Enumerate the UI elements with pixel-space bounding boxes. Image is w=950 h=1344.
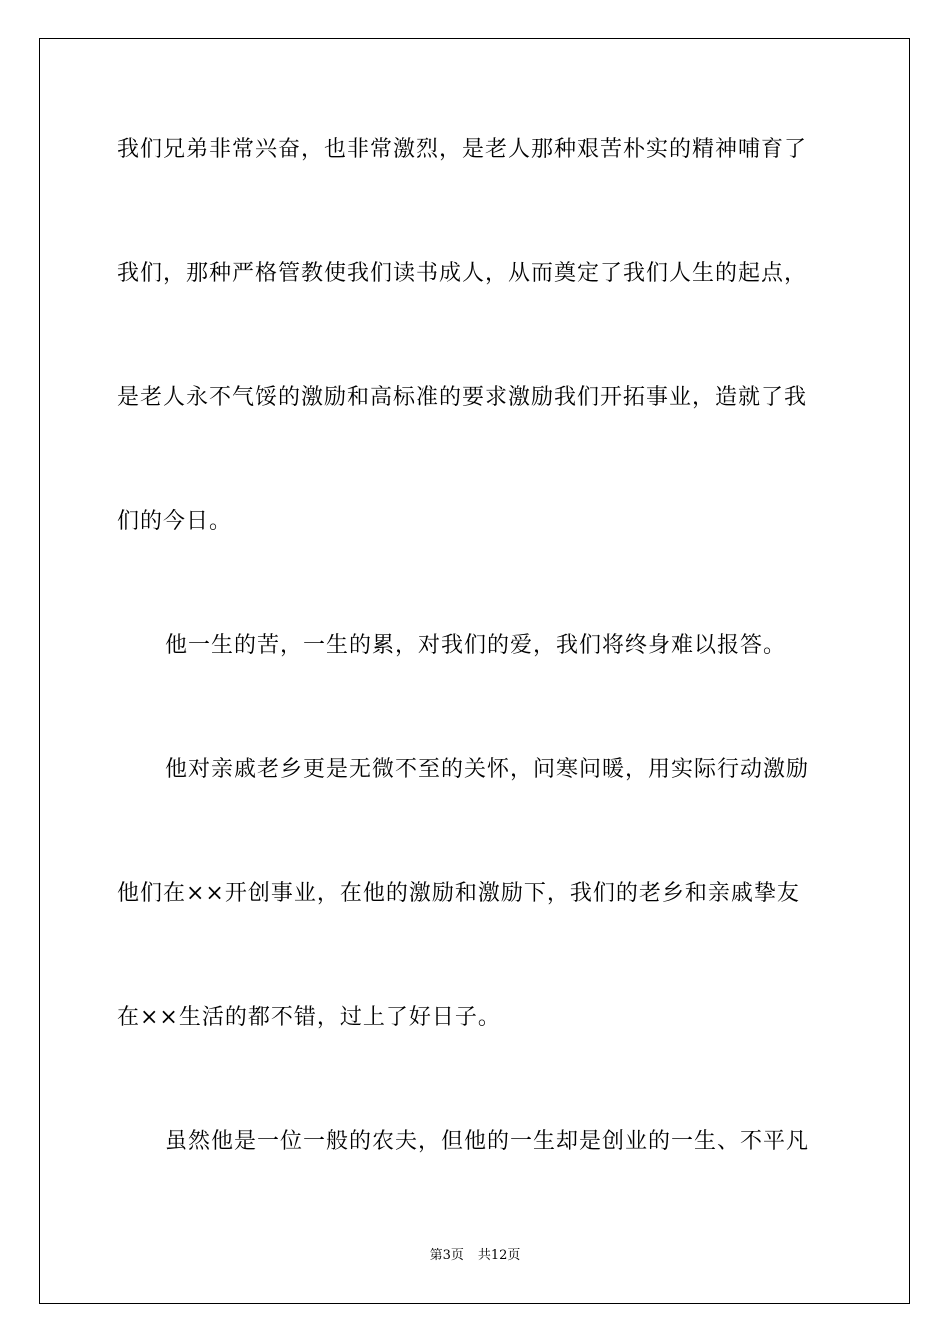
page-total: 共12页 <box>477 1248 521 1263</box>
paragraph-line: 我们兄弟非常兴奋，也非常激烈，是老人那种艰苦朴实的精神哺育了 <box>117 137 808 162</box>
document-body <box>117 126 837 1242</box>
paragraph-line: 他一生的苦，一生的累，对我们的爱，我们将终身难以报答。 <box>165 633 787 658</box>
paragraph-line: 在××生活的都不错，过上了好日子。 <box>117 1005 501 1030</box>
page-number: 第3页 <box>429 1248 464 1263</box>
page-footer <box>0 1247 950 1265</box>
paragraph-line: 我们，那种严格管教使我们读书成人，从而奠定了我们人生的起点， <box>117 261 808 286</box>
paragraph-line: 他对亲戚老乡更是无微不至的关怀，问寒问暖，用实际行动激励 <box>165 757 810 782</box>
paragraph-line: 是老人永不气馁的激励和高标准的要求激励我们开拓事业，造就了我 <box>117 385 808 410</box>
paragraph-line: 们的今日。 <box>117 509 233 534</box>
paragraph-line: 他们在××开创事业，在他的激励和激励下，我们的老乡和亲戚挚友 <box>117 881 800 906</box>
paragraph-line: 虽然他是一位一般的农夫，但他的一生却是创业的一生、不平凡 <box>165 1129 810 1154</box>
